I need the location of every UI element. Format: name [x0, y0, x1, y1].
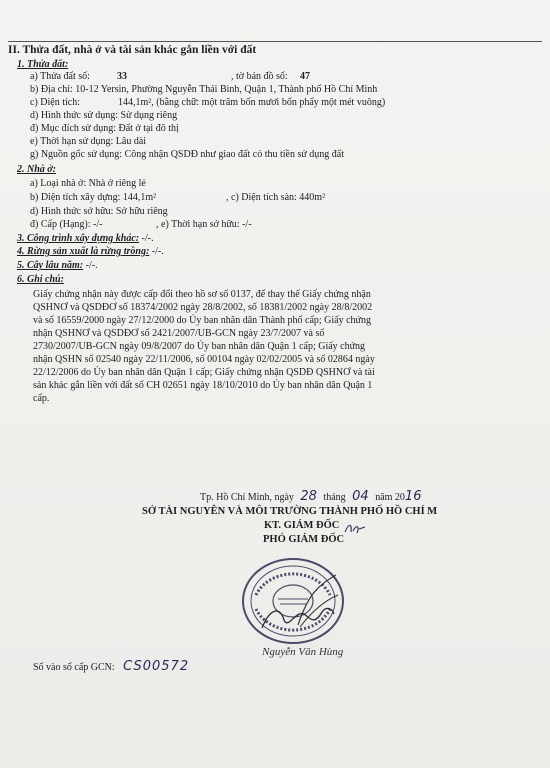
deputy-director: PHÓ GIÁM ĐỐC — [263, 534, 345, 545]
notes-line: và số 16559/2000 ngày 27/12/2000 do Ủy ban nhân dân Thành phố cấp; Giấy chứng — [33, 315, 371, 326]
area-label: c) Diện tích: — [30, 97, 80, 108]
item5-row — [17, 259, 98, 272]
section-title: II. Thửa đất, nhà ở và tài sản khác gắn liền với đất — [8, 44, 257, 56]
parcel-number: 33 — [117, 71, 127, 82]
place-date — [200, 490, 421, 504]
notes-line: Giấy chứng nhận này được cấp đổi theo hồ sơ số 0137, để thay thế Giấy chứng nhận — [33, 289, 371, 300]
notes-line: QSHNƠ và QSDĐƠ số 18374/2002 ngày 28/8/2002, số 18381/2002 ngày 28/8/2002 — [33, 302, 373, 313]
handwritten-cert-number: CS00572 — [123, 659, 190, 674]
land-heading: 1. Thửa đất: — [17, 59, 69, 70]
kt-director: KT. GIÁM ĐỐC — [264, 520, 340, 531]
item3-row — [17, 232, 154, 245]
notes-heading: 6. Ghi chú: — [17, 274, 64, 285]
notes-line: nhận QSHNƠ và QSDĐƠ số 2421/2007/UB-GCN ngày 23/7/2007 và số — [33, 328, 325, 339]
item4-value: -/-. — [149, 246, 164, 257]
ownership: d) Hình thức sở hữu: Sở hữu riêng — [30, 206, 168, 217]
parcel-label: a) Thửa đất số: — [30, 71, 90, 82]
item5-value: -/-. — [83, 260, 98, 271]
notes-line: cấp. — [33, 393, 50, 404]
map-label: , tờ bản đồ số: — [231, 71, 288, 82]
place-date-prefix: Tp. Hồ Chí Minh, ngày — [200, 492, 294, 503]
month-label: tháng — [323, 492, 346, 503]
build-area: b) Diện tích xây dựng: 144,1m² — [30, 192, 157, 203]
house-heading: 2. Nhà ở: — [17, 164, 56, 175]
notes-line: 22/12/2006 do Ủy ban nhân dân Quận 1 cấp; Giấy chứng nhận QSDĐ QSHNƠ và tài — [33, 367, 375, 378]
use-origin: g) Nguồn gốc sử dụng: Công nhận QSDĐ như giao đất có thu tiền sử dụng đất — [30, 149, 345, 160]
signer-name: Nguyễn Văn Hùng — [262, 646, 344, 658]
item5-label: 5. Cây lâu năm: — [17, 260, 84, 271]
notes-line: 2730/2007/UB-GCN ngày 09/8/2007 do Ủy ban nhân dân Quận 1 cấp; Giấy chứng — [33, 341, 366, 352]
use-term: e) Thời hạn sử dụng: Lâu dài — [30, 136, 147, 147]
own-term: , e) Thời hạn sở hữu: -/- — [156, 219, 252, 230]
use-form: d) Hình thức sử dụng: Sử dụng riêng — [30, 110, 178, 121]
area-value: 144,1m², (bằng chữ: một trăm bốn mươi bốn phẩy một mét vuông) — [118, 97, 386, 108]
signature-scribble-icon — [258, 600, 338, 635]
use-purpose: đ) Mục đích sử dụng: Đất ở tại đô thị — [30, 123, 179, 134]
cert-number-label: Số vào sổ cấp GCN: — [33, 662, 115, 673]
floor-area: , c) Diện tích sàn: 440m² — [226, 192, 326, 203]
item3-label: 3. Công trình xây dựng khác: — [17, 233, 140, 244]
area-row — [30, 96, 386, 109]
issuing-agency: SỞ TÀI NGUYÊN VÀ MÔI TRƯỜNG THÀNH PHỐ HỒ CHÍ M — [142, 506, 438, 517]
notes-line: nhận QSHN số 02540 ngày 22/11/2006, số 00104 ngày 02/02/2005 và số 02864 ngày — [33, 354, 375, 365]
address: b) Địa chỉ: 10-12 Yersin, Phường Nguyễn Thái Bình, Quận 1, Thành phố Hồ Chí Minh — [30, 84, 378, 95]
item4-label: 4. Rừng sản xuất là rừng trồng: — [17, 246, 150, 257]
top-rule — [8, 41, 542, 42]
year-label: năm 20 — [375, 492, 405, 503]
parcel-row — [30, 70, 310, 83]
grade-row — [30, 218, 252, 231]
map-number: 47 — [300, 71, 310, 82]
grade: đ) Cấp (Hạng): -/- — [30, 219, 103, 230]
build-area-row — [30, 191, 326, 204]
handwritten-year: 16 — [404, 489, 422, 504]
item4-row — [17, 245, 164, 258]
cert-number-row — [33, 660, 189, 674]
initials-scribble-icon — [343, 520, 367, 536]
item3-value: -/-. — [139, 233, 154, 244]
handwritten-month: 04 — [352, 489, 369, 504]
house-type: a) Loại nhà ở: Nhà ở riêng lẻ — [30, 178, 146, 189]
notes-line: sản khác gắn liền với đất số CH 02651 ngày 18/10/2010 do Ủy ban nhân dân Quận 1 — [33, 380, 373, 391]
handwritten-day: 28 — [300, 489, 317, 504]
